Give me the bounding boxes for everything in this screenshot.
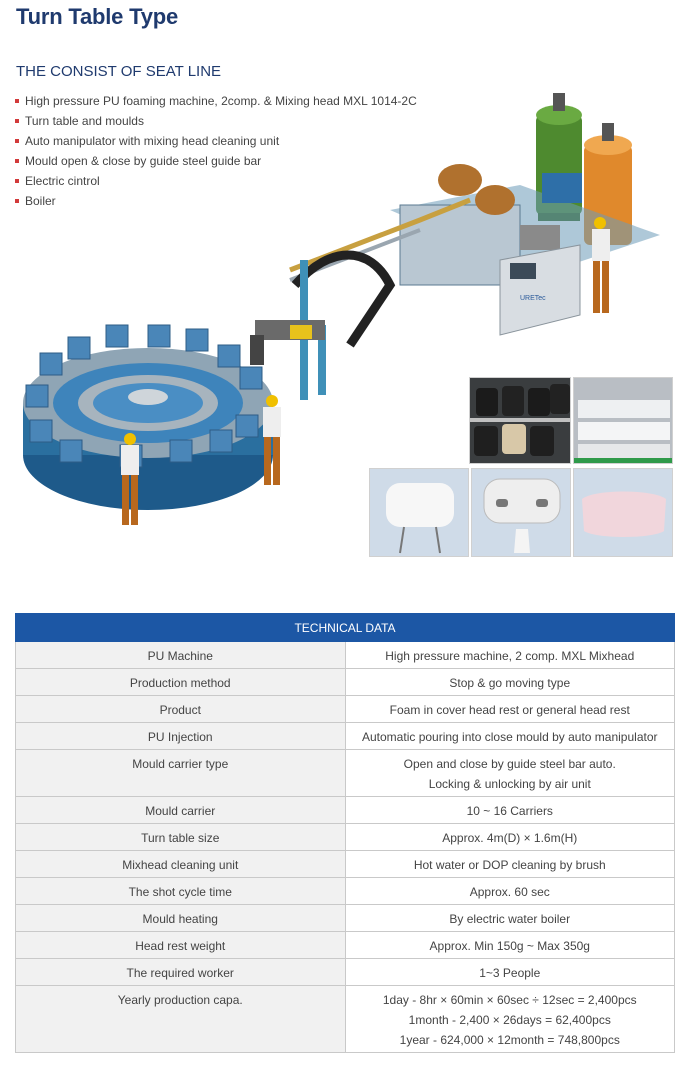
row-label: Mixhead cleaning unit	[16, 851, 346, 878]
table-row	[16, 750, 675, 797]
row-label: Mould heating	[16, 905, 346, 932]
row-label: Mould carrier type	[16, 750, 346, 797]
row-label: Head rest weight	[16, 932, 346, 959]
row-value: 10 ~ 16 Carriers	[345, 797, 675, 824]
table-row	[16, 696, 675, 723]
row-label: The shot cycle time	[16, 878, 346, 905]
manipulator	[250, 320, 325, 365]
table-row	[16, 797, 675, 824]
row-value: Open and close by guide steel bar auto. Locking & unlocking by air unit	[345, 750, 675, 797]
row-value: Hot water or DOP cleaning by brush	[345, 851, 675, 878]
row-label: PU Machine	[16, 642, 346, 669]
table-row	[16, 932, 675, 959]
feature-item: High pressure PU foaming machine, 2comp. & Mixing head MXL 1014-2C	[15, 94, 417, 114]
row-value: Approx. 60 sec	[345, 878, 675, 905]
row-value: Automatic pouring into close mould by auto manipulator	[345, 723, 675, 750]
row-value: Stop & go moving type	[345, 669, 675, 696]
table-row	[16, 723, 675, 750]
row-value: 1day - 8hr × 60min × 60sec ÷ 12sec = 2,400pcs 1month - 2,400 × 26days = 62,400pcs 1year - 624,000 × 12month = 748,800pcs	[345, 986, 675, 1053]
row-label: Production method	[16, 669, 346, 696]
section-title: THE CONSIST OF SEAT LINE	[16, 63, 222, 80]
technical-data-table	[15, 613, 675, 1053]
table-row	[16, 986, 675, 1053]
row-value: By electric water boiler	[345, 905, 675, 932]
photo-head-rest-core	[471, 468, 571, 557]
row-value: Approx. Min 150g ~ Max 350g	[345, 932, 675, 959]
table-row	[16, 878, 675, 905]
row-value: 1~3 People	[345, 959, 675, 986]
table-row	[16, 824, 675, 851]
photo-white-head-rest	[369, 468, 469, 557]
photo-head-rest-stock	[573, 377, 673, 464]
row-value: High pressure machine, 2 comp. MXL Mixhead	[345, 642, 675, 669]
table-row	[16, 642, 675, 669]
row-label: Mould carrier	[16, 797, 346, 824]
row-label: PU Injection	[16, 723, 346, 750]
table-row	[16, 905, 675, 932]
table-header: TECHNICAL DATA	[16, 614, 675, 642]
feature-item: Boiler	[15, 194, 417, 214]
row-label: Turn table size	[16, 824, 346, 851]
table-row	[16, 669, 675, 696]
feature-item: Mould open & close by guide steel guide bar	[15, 154, 417, 174]
table-row	[16, 959, 675, 986]
feature-item: Auto manipulator with mixing head cleaning unit	[15, 134, 417, 154]
panel-brand-label: URETec	[520, 295, 546, 302]
worker-figure	[592, 217, 610, 313]
row-value: Foam in cover head rest or general head rest	[345, 696, 675, 723]
feature-item: Turn table and moulds	[15, 114, 417, 134]
row-label: Yearly production capa.	[16, 986, 346, 1053]
control-panel	[500, 245, 580, 335]
row-label: Product	[16, 696, 346, 723]
photo-pink-foam	[573, 468, 673, 557]
photo-head-rest-cores	[469, 377, 571, 464]
table-row	[16, 851, 675, 878]
row-value: Approx. 4m(D) × 1.6m(H)	[345, 824, 675, 851]
page-title: Turn Table Type	[16, 4, 179, 29]
feature-item: Electric cintrol	[15, 174, 417, 194]
row-label: The required worker	[16, 959, 346, 986]
